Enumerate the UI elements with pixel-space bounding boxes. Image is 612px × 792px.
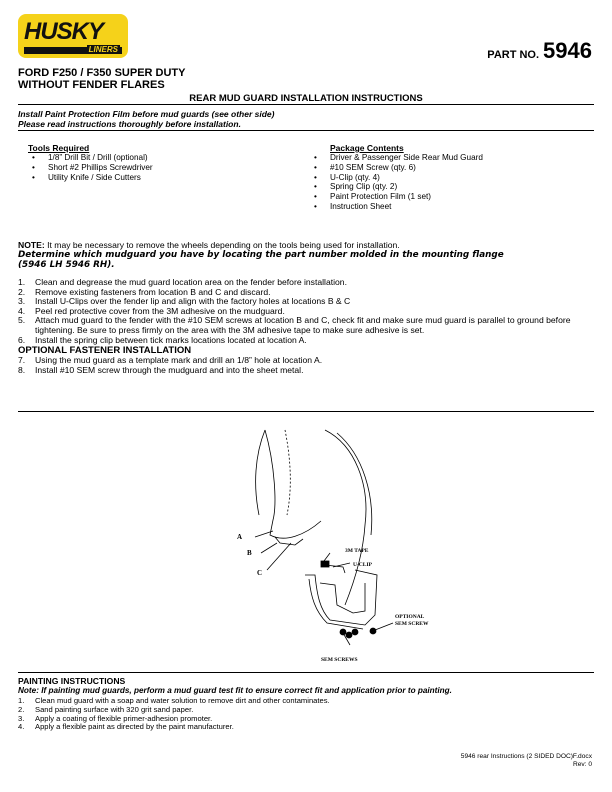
painting-heading: PAINTING INSTRUCTIONS — [18, 676, 126, 686]
title-rule — [18, 104, 594, 105]
wheel-arch — [325, 430, 366, 605]
warning-line-1: Determine which mudguard you have by locating the part number molded in the mounting flange — [18, 250, 504, 260]
fender-outline — [265, 430, 321, 538]
intro-text — [18, 109, 274, 129]
installation-steps — [18, 278, 596, 375]
steps-rule — [18, 411, 594, 412]
step-item: 3. Apply a coating of flexible primer-adhesion promoter. — [18, 713, 213, 723]
leader-uclip — [333, 563, 350, 567]
screw-2 — [346, 632, 352, 638]
screw-1 — [340, 629, 346, 635]
footer — [461, 753, 592, 769]
step-item: 4. Peel red protective cover from the 3M adhesive on the mudguard. — [18, 305, 285, 316]
footer-revision: Rev: 0 — [572, 761, 592, 768]
step-item: 1. Clean mud guard with a soap and water solution to remove dirt and other contaminates. — [18, 696, 330, 705]
leader-b — [261, 543, 277, 553]
mud-guard-body — [305, 570, 377, 625]
label-b: B — [247, 549, 252, 557]
list-item: • U-Clip (qty. 4) — [310, 173, 590, 183]
label-sem-screws: SEM SCREWS — [321, 657, 358, 663]
fender-inner — [256, 430, 265, 515]
step-item: 3. Install U-Clips over the fender lip and align with the factory holes at locations B & C — [18, 296, 351, 307]
step-item: 1. Clean and degrease the mud guard location area on the fender before installation. — [18, 277, 347, 287]
step-item: 4. Apply a flexible paint as directed by the paint manufacturer. — [18, 722, 234, 732]
mud-guard-recess — [320, 583, 365, 613]
logo-subtext: LINERS — [88, 45, 118, 54]
label-optional: OPTIONAL — [395, 614, 425, 620]
optional-heading: OPTIONAL FASTENER INSTALLATION — [18, 345, 192, 357]
list-item: • Driver & Passenger Side Rear Mud Guard — [310, 153, 590, 163]
screw-optional — [370, 628, 376, 634]
list-item: • Paint Protection Film (1 set) — [310, 192, 590, 202]
list-item: • 1/8” Drill Bit / Drill (optional) — [28, 153, 288, 163]
part-number-value: 5946 — [543, 38, 592, 63]
list-item: • Short #2 Phillips Screwdriver — [28, 163, 288, 173]
mud-guard-edge — [309, 579, 363, 629]
tools-section — [28, 143, 288, 182]
package-heading: Package Contents — [330, 143, 404, 153]
intro-line-2: Please read instructions thoroughly before installation. — [18, 119, 241, 129]
vehicle-line-1: FORD F250 / F350 SUPER DUTY — [18, 67, 186, 79]
husky-liners-logo — [18, 14, 128, 58]
step-item: 5. Attach mud guard to the fender with the #10 SEM screws at location B and C, check fit and make sure mud guard is parallel to ground before tightening. Be sure to press firmly on the area with the 3M adhesive tape to make sure adhesive is set. — [18, 315, 571, 335]
tools-heading: Tools Required — [28, 143, 90, 153]
step-item: 6. Install the spring clip between tick marks locations located at location A. — [18, 334, 307, 345]
vehicle-line-2: WITHOUT FENDER FLARES — [18, 79, 165, 91]
step-item: 2. Sand painting surface with 320 grit sand paper. — [18, 704, 194, 714]
list-item: • #10 SEM Screw (qty. 6) — [310, 163, 590, 173]
step-item: 8. Install #10 SEM screw through the mudguard and into the sheet metal. — [18, 364, 304, 375]
note-paragraph — [18, 240, 598, 250]
warning-line-2: (5946 LH 5946 RH). — [18, 260, 115, 270]
part-number-label: PART NO. — [487, 49, 540, 61]
part-warning — [18, 250, 598, 270]
list-item: • Spring Clip (qty. 2) — [310, 182, 590, 192]
uclip-marker — [321, 561, 329, 567]
package-list — [310, 153, 590, 212]
mud-guard-diagram — [225, 425, 455, 670]
wheel-arch-inner — [337, 433, 372, 535]
leader-optional — [375, 623, 393, 630]
intro-line-1: Install Paint Protection Film before mud guards (see other side) — [18, 109, 275, 119]
label-c: C — [257, 569, 263, 577]
label-3m-tape: 3M TAPE — [345, 548, 369, 554]
step-item: 2. Remove existing fasteners from location B and C and discard. — [18, 286, 271, 297]
list-item: • Instruction Sheet — [310, 202, 590, 212]
label-u-clip: U-CLIP — [353, 562, 372, 568]
note-label: NOTE: — [18, 240, 45, 250]
tools-list — [28, 153, 288, 182]
screw-3 — [352, 629, 358, 635]
part-number — [487, 38, 592, 64]
package-section — [310, 143, 590, 212]
painting-rule — [18, 672, 594, 673]
list-item: • Utility Knife / Side Cutters — [28, 173, 288, 183]
intro-rule — [18, 130, 594, 131]
fender-crease — [285, 430, 290, 515]
document-title: REAR MUD GUARD INSTALLATION INSTRUCTIONS — [189, 93, 423, 104]
footer-filename: 5946 rear Instructions (2 SIDED DOC)F.docx — [460, 753, 592, 760]
label-a: A — [237, 533, 243, 541]
painting-steps — [18, 697, 596, 732]
painting-note: Note: If painting mud guards, perform a mud guard test fit to ensure correct fit and application prior to painting. — [18, 686, 452, 695]
step-item: 7. Using the mud guard as a template mark and drill an 1/8” hole at location A. — [18, 355, 323, 366]
logo-wordmark: HUSKY — [24, 18, 104, 45]
note-text: It may be necessary to remove the wheels depending on the tools being used for installation. — [44, 240, 400, 250]
vehicle-heading — [18, 67, 186, 91]
label-sem-screw: SEM SCREW — [395, 621, 429, 627]
